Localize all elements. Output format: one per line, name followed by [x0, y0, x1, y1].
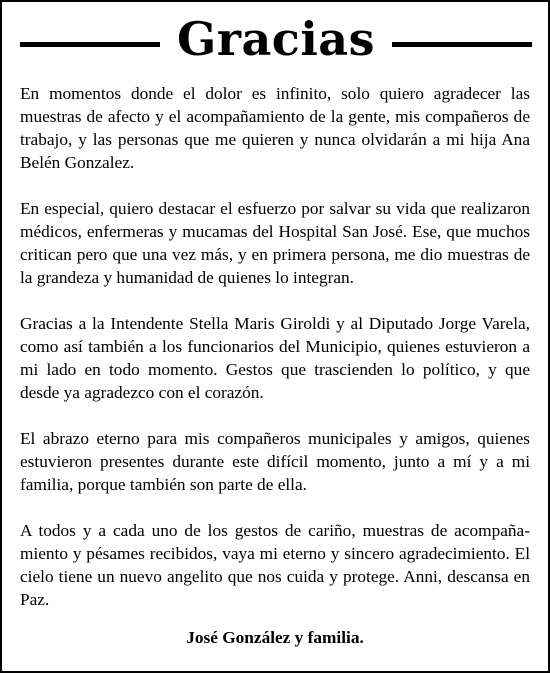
notice-title: Gracias [176, 12, 375, 66]
paragraph-4: El abrazo eterno para mis compañeros municipales y amigos, quienes estuvieron presentes durante este difícil momento, junto a mí y a mi familia, porque también son parte de ella. [20, 429, 530, 494]
paragraph-1: En momentos donde el dolor es infinito, solo quiero agradecer las muestras de afecto y el acompañamiento de la gente, mis compañeros de trabajo, y las personas que me quieren y nunca olvidarán a mi hija Ana Belén Gonzalez. [20, 84, 530, 172]
notice-signature: José González y familia. [186, 628, 364, 647]
title-rule-right [392, 42, 532, 47]
paragraph-2: En especial, quiero destacar el esfuerzo por salvar su vida que realizaron médicos, enfermeras y mucamas del Hospital San José. Ese, que muchos critican pero que una vez más, y en primera persona, me dio muestras de la grandeza y humanidad de quienes lo integran. [20, 199, 530, 287]
paragraph-5: A todos y a cada uno de los gestos de cariño, muestras de acompañamiento y pésames recibidos, vaya mi eterno y sincero agradecimiento. El cielo tiene un nuevo angelito que nos cuida y protege. Anni, descansa en Paz. [20, 521, 530, 609]
title-rule-left [20, 42, 160, 47]
paragraph-3: Gracias a la Intendente Stella Maris Giroldi y al Diputado Jorge Varela, como así también a los funcionarios del Municipio, quienes estuvieron a mi lado en todo momento. Gestos que trascienden lo político, y que desde ya agradezco con el corazón. [20, 314, 530, 402]
notice-body [20, 82, 530, 634]
notice-header [2, 8, 548, 70]
